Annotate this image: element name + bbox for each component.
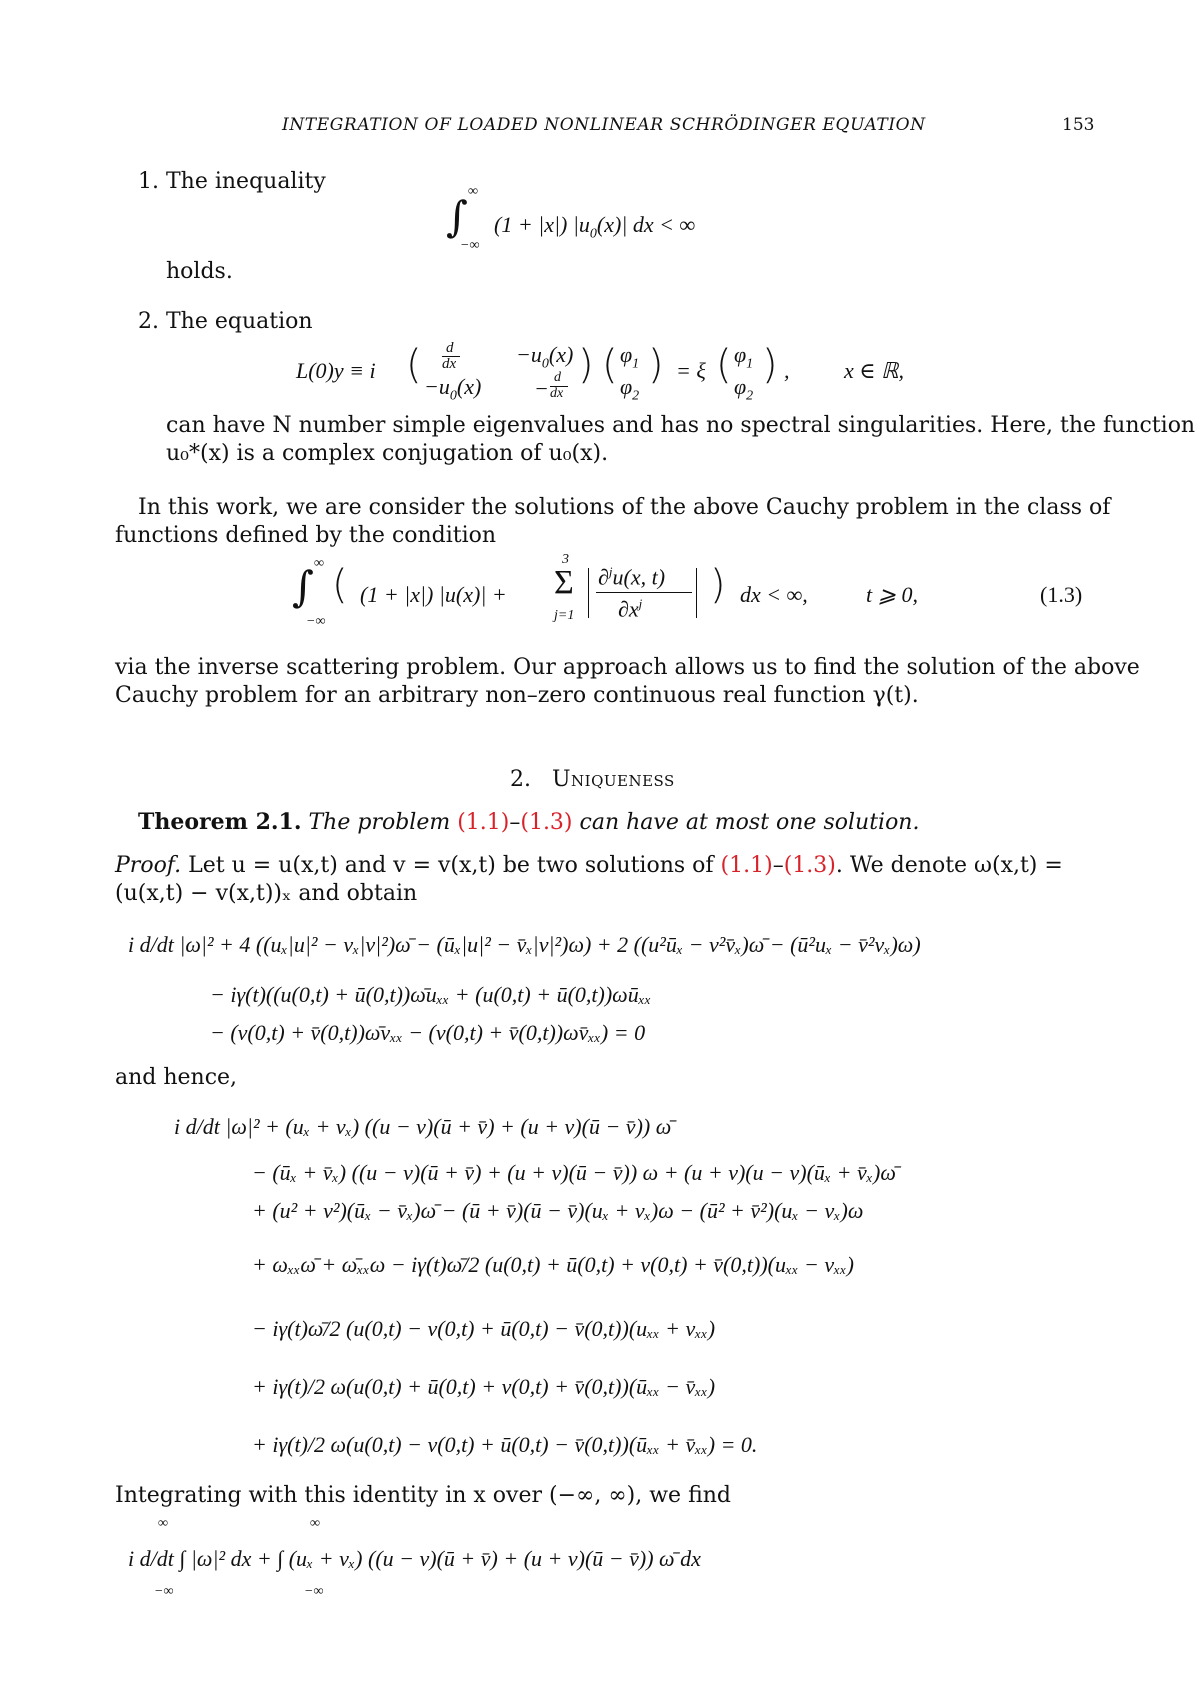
equation-a-line2: − iγ(t)((u(0,t) + ū(0,t))ω̄uₓₓ + (u(0,t) + ū(0,t))ωūₓₓ: [210, 982, 652, 1007]
integrating-text: Integrating with this identity in x over (−∞, ∞), we find: [115, 1483, 731, 1508]
theorem-2-1: Theorem 2.1. The problem (1.1)–(1.3) can have at most one solution.: [138, 809, 920, 835]
item2-label: 2. The equation: [138, 309, 313, 334]
item2-text1: can have N number simple eigenvalues and has no spectral singularities. Here, the function: [166, 413, 1196, 438]
equation-a-line3: − (v(0,t) + v̄(0,t))ω̄vₓₓ − (v(0,t) + v̄(0,t))ωv̄ₓₓ) = 0: [210, 1020, 646, 1045]
item1-end: holds.: [166, 259, 233, 284]
equation-a-line1: i d/dt |ω|² + 4 ((uₓ|u|² − vₓ|v|²)ω̄ − (ūₓ|u|² − v̄ₓ|v|²)ω) + 2 ((u²ūₓ − v²v̄ₓ)ω̄ − (ū²uₓ − v̄²vₓ)ω): [128, 932, 921, 957]
eq-number-1-3: (1.3): [1040, 582, 1083, 607]
equation-c: ∞ −∞ ∞ −∞ i d/dt ∫ |ω|² dx + ∫ (uₓ + vₓ) ((u − v)(ū + v̄) + (u + v)(ū − v̄)) ω̄ dx: [128, 1516, 701, 1599]
running-title: INTEGRATION OF LOADED NONLINEAR SCHRÖDINGER EQUATION: [282, 115, 926, 135]
item2-equation: L(0)y ≡ i ( d dx $-u_0(x)$ $-u_0(x)$ − d dx ) ( $\varphi_1$ $\varphi_2$ ) = ξ ( $\varphi_1$ $\varphi_2$ ) , x ∈ ℝ,: [296, 340, 904, 404]
equation-b-line4: + ωₓₓω̄ + ω̄ₓₓω − iγ(t)ω̄/2 (u(0,t) + ū(0,t) + v(0,t) + v̄(0,t))(uₓₓ − vₓₓ): [252, 1252, 854, 1277]
theorem-text-a: The problem: [308, 810, 451, 835]
proof-label: Proof.: [115, 853, 182, 878]
theorem-ref-1-3[interactable]: (1.3): [520, 810, 573, 835]
equation-b-line3: + (u² + v²)(ūₓ − v̄ₓ)ω̄ − (ū + v̄)(ū − v̄)(uₓ + vₓ)ω − (ū² + v̄²)(uₓ − vₓ)ω: [252, 1198, 864, 1223]
proof-ref-1-1[interactable]: (1.1): [720, 853, 773, 878]
page-number: 153: [1062, 115, 1095, 135]
intro-after2: Cauchy problem for an arbitrary non–zero continuous real function γ(t).: [115, 683, 919, 708]
item2-text2: u₀*(x) is a complex conjugation of u₀(x).: [166, 441, 609, 466]
intro-line1: In this work, we are consider the solutions of the above Cauchy problem in the class of: [138, 495, 1111, 520]
condition-formula: ∫ ∞ −∞ ( (1 + |x|) |u(x)| + Σ 3 j=1 ∂$^j$u(x, t) $\partial x^j$ ) dx < ∞,: [292, 552, 808, 629]
section-title: Uniqueness: [551, 767, 675, 792]
intro-after1: via the inverse scattering problem. Our approach allows us to find the solution of the above: [115, 655, 1140, 680]
equation-b-line1: i d/dt |ω|² + (uₓ + vₓ) ((u − v)(ū + v̄) + (u + v)(ū − v̄)) ω̄: [174, 1114, 672, 1139]
item1-label: 1. The inequality: [138, 169, 326, 194]
condition-t: t ⩾ 0,: [866, 582, 919, 607]
equation-b-line7: + iγ(t)/2 ω(u(0,t) − v(0,t) + ū(0,t) − v̄(0,t))(ūₓₓ + v̄ₓₓ) = 0.: [252, 1432, 758, 1457]
equation-b-line2: − (ūₓ + v̄ₓ) ((u − v)(ū + v̄) + (u + v)(ū − v̄)) ω + (u + v)(u − v)(ūₓ + v̄ₓ)ω̄: [252, 1160, 896, 1185]
theorem-label: Theorem 2.1.: [138, 809, 302, 835]
section-heading: [510, 766, 675, 794]
section-number: 2.: [510, 767, 531, 792]
theorem-ref-1-1[interactable]: (1.1): [457, 810, 510, 835]
proof-line1: Proof. Let u = u(x,t) and v = v(x,t) be two solutions of (1.1)–(1.3). We denote ω(x,t) =: [115, 853, 1063, 878]
theorem-text-b: can have at most one solution.: [579, 810, 920, 835]
intro-line2: functions defined by the condition: [115, 523, 497, 548]
proof-line2: (u(x,t) − v(x,t))ₓ and obtain: [115, 881, 418, 906]
item1-formula: ∫ ∞ −∞ (1 + |x|) $|u_0(x)|$ dx < ∞: [446, 184, 696, 253]
and-hence: and hence,: [115, 1065, 238, 1090]
equation-b-line6: + iγ(t)/2 ω(u(0,t) + ū(0,t) + v(0,t) + v̄(0,t))(ūₓₓ − v̄ₓₓ): [252, 1374, 716, 1399]
proof-ref-1-3[interactable]: (1.3): [783, 853, 836, 878]
equation-b-line5: − iγ(t)ω̄/2 (u(0,t) − v(0,t) + ū(0,t) − v̄(0,t))(uₓₓ + vₓₓ): [252, 1316, 716, 1341]
